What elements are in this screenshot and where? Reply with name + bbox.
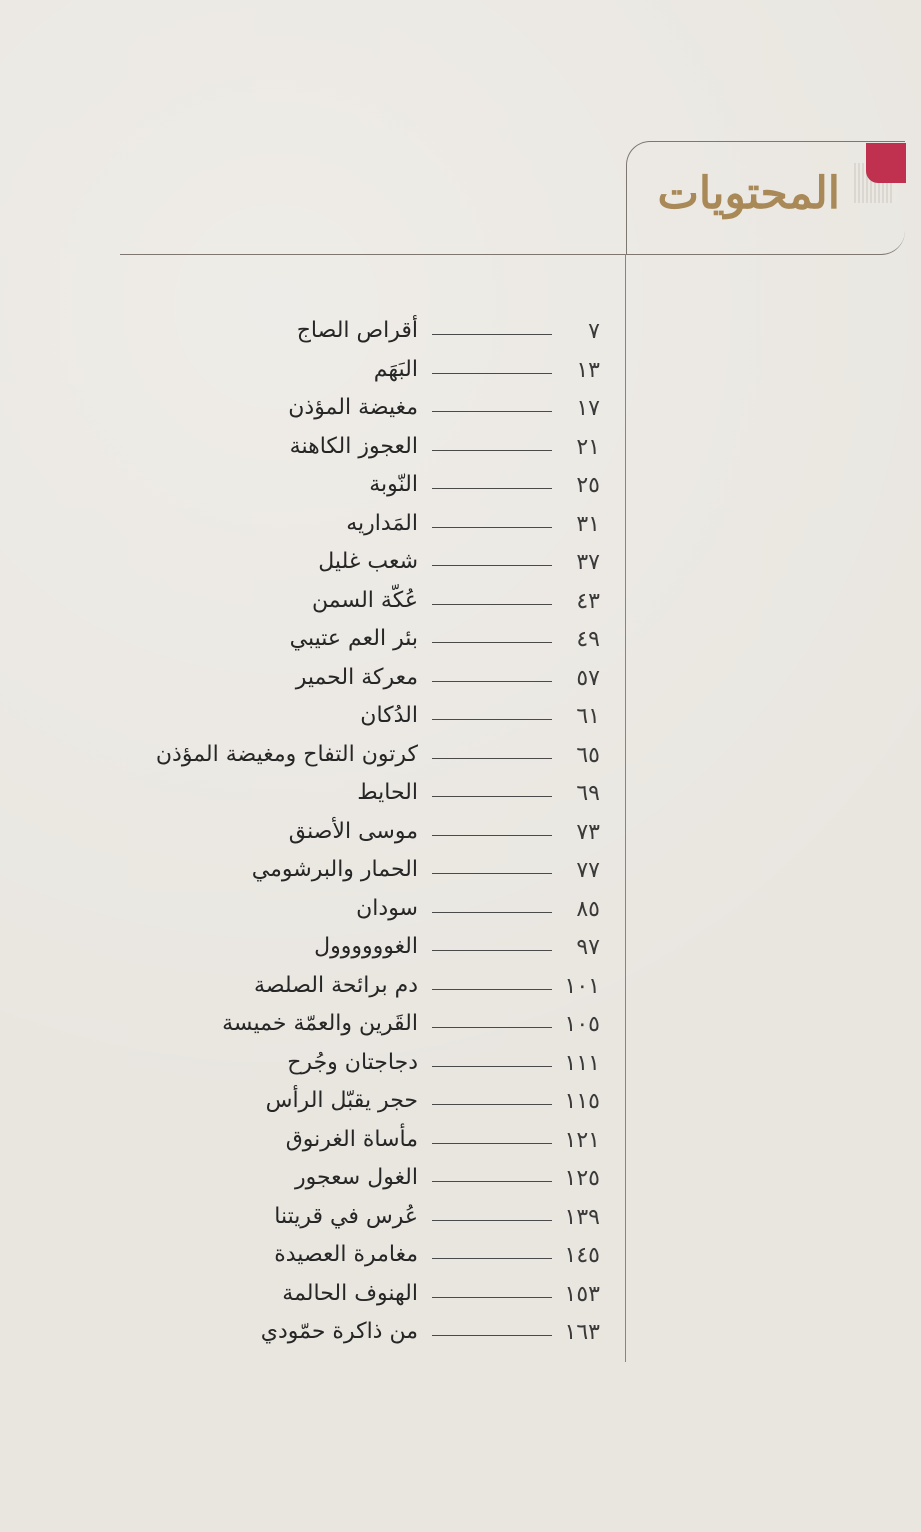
toc-entry [120,893,600,931]
toc-leader-line [432,1297,552,1298]
toc-entry [120,354,600,392]
toc-entry [120,1278,600,1316]
toc-entry-title: الهنوف الحالمة [282,1280,418,1306]
toc-page-number: ٣١ [576,511,600,537]
toc-page-number: ١٥٣ [564,1281,600,1307]
toc-leader-line [432,1027,552,1028]
toc-entry-title: الغول سعجور [294,1165,418,1190]
toc-leader-line [432,989,552,990]
toc-leader-line [432,1335,552,1336]
toc-page-number: ٥٧ [576,665,600,691]
toc-entry-title: عُرس في قريتنا [274,1203,418,1229]
toc-entry-title: الدُكان [360,703,418,728]
toc-leader-line [432,873,552,874]
toc-entry-title: البَهَم [373,356,418,382]
toc-entry [120,1124,600,1162]
toc-entry [120,623,600,661]
toc-page-number: ١١٥ [564,1089,600,1114]
toc-entry [120,392,600,430]
toc-leader-line [432,604,552,605]
toc-page-number: ٢٥ [576,473,600,498]
toc-entry-title: حجر يقبّل الرأس [265,1088,418,1113]
toc-leader-line [432,719,552,720]
toc-page-number: ٧٧ [576,858,600,883]
toc-page-number: ٦٩ [576,781,600,806]
toc-page-number: ١٧ [576,396,600,421]
corner-accent-square [866,143,906,183]
toc-page-number: ٦١ [576,704,600,729]
toc-entry [120,816,600,854]
toc-page-number: ٣٧ [576,550,600,575]
page-title: المحتويات [657,168,840,219]
toc-entry [120,469,600,507]
toc-page-number: ٧ [588,319,600,344]
toc-entry [120,1201,600,1239]
toc-leader-line [432,1143,552,1144]
toc-entry [120,315,600,353]
toc-entry-title: القَرين والعمّة خميسة [222,1011,418,1036]
toc-page-number: ١٣ [576,357,600,383]
toc-page-number: ٢١ [576,434,600,460]
toc-page-number: ١٣٩ [564,1204,600,1230]
toc-page-number: ١٠١ [564,973,600,999]
toc-entry-title: أقراص الصاج [296,318,418,343]
toc-page-number: ١٠٥ [564,1012,600,1037]
toc-entry-title: عُكّة السمن [312,587,418,613]
toc-leader-line [432,565,552,566]
toc-leader-line [432,796,552,797]
toc-entry-title: النّوبة [369,472,418,497]
toc-entry-title: العجوز الكاهنة [289,433,418,459]
toc-entry [120,1047,600,1085]
toc-entry [120,1162,600,1200]
toc-leader-line [432,1066,552,1067]
toc-page-number: ٧٣ [576,819,600,845]
toc-leader-line [432,527,552,528]
toc-leader-line [432,1181,552,1182]
toc-entry [120,700,600,738]
toc-entry [120,931,600,969]
toc-leader-line [432,411,552,412]
toc-page-number: ١١١ [564,1050,600,1076]
toc-page-number: ١٦٣ [564,1320,600,1345]
toc-entry [120,1239,600,1277]
toc-leader-line [432,1258,552,1259]
toc-page-number: ٤٣ [576,588,600,614]
toc-entry [120,1085,600,1123]
toc-leader-line [432,334,552,335]
toc-entry-title: الغوووووول [314,934,418,959]
toc-page-number: ٨٥ [576,896,600,922]
toc-entry [120,1008,600,1046]
toc-page-number: ٩٧ [576,935,600,960]
toc-entry [120,431,600,469]
toc-entry-title: دجاجتان وجُرح [287,1049,418,1075]
toc-leader-line [432,450,552,451]
toc-leader-line [432,642,552,643]
toc-entry-title: الحايط [357,780,418,805]
toc-page-number: ١٢٥ [564,1166,600,1191]
toc-entry-title: المَداريه [346,510,418,536]
toc-entry [120,1316,600,1354]
toc-entry [120,585,600,623]
toc-entry-title: شعب غليل [318,549,418,574]
toc-entry-title: مغامرة العصيدة [274,1242,418,1267]
header-divider [120,254,625,255]
toc-entry-title: معركة الحمير [295,664,418,690]
toc-entry [120,777,600,815]
toc-entry [120,546,600,584]
toc-entry-title: موسى الأصنق [288,818,418,844]
toc-entry [120,739,600,777]
toc-entry [120,970,600,1008]
toc-leader-line [432,373,552,374]
toc-leader-line [432,681,552,682]
toc-entry [120,662,600,700]
toc-page-number: ١٢١ [564,1127,600,1153]
toc-page-number: ٤٩ [576,627,600,652]
toc-leader-line [432,1104,552,1105]
toc-page-number: ٦٥ [576,742,600,768]
toc-entry [120,508,600,546]
toc-page-number: ١٤٥ [564,1243,600,1268]
toc-entry-title: من ذاكرة حمّودي [260,1319,418,1344]
toc-entry-title: سودان [356,895,418,921]
toc-entry [120,854,600,892]
toc-entry-title: بئر العم عتيبي [289,626,418,651]
toc-entry-title: دم برائحة الصلصة [254,972,418,998]
toc-leader-line [432,835,552,836]
vertical-divider [625,254,626,1362]
toc-entry-title: مغيضة المؤذن [288,395,418,420]
toc-leader-line [432,1220,552,1221]
toc-leader-line [432,488,552,489]
toc-leader-line [432,912,552,913]
toc-entry-title: مأساة الغرنوق [285,1126,418,1152]
corner-accent-icon [866,143,906,183]
toc-leader-line [432,950,552,951]
toc-entry-title: كرتون التفاح ومغيضة المؤذن [155,741,418,767]
toc-leader-line [432,758,552,759]
toc-entry-title: الحمار والبرشومي [251,857,418,882]
